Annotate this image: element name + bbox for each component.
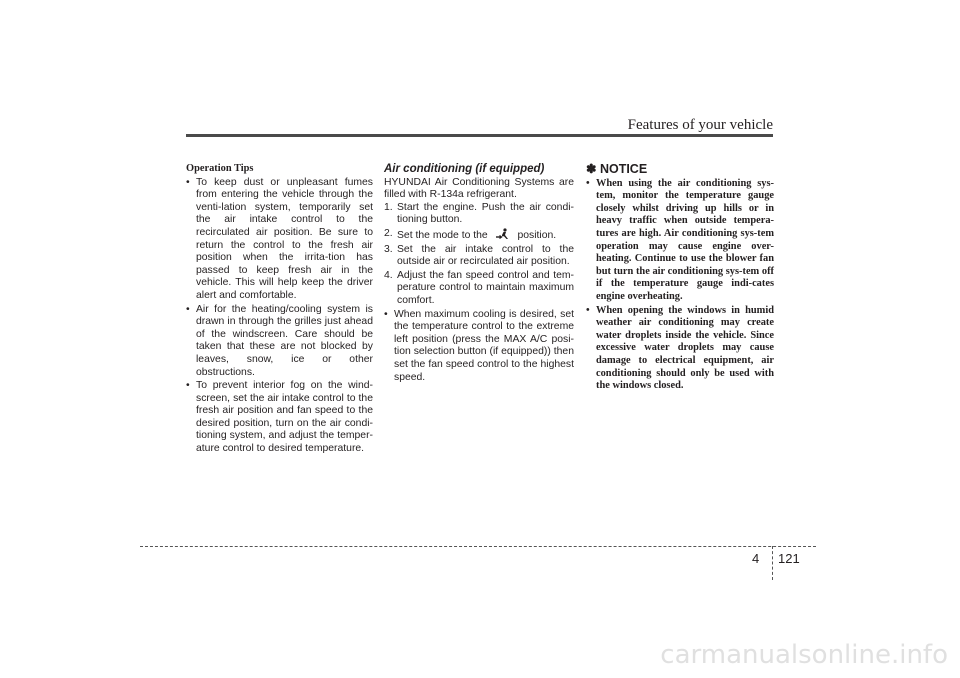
step-text-after-icon: position. <box>517 229 557 241</box>
operation-tip-item: • Air for the heating/cooling system is drawn in through the grilles just ahead of the windscreen. Care should be taken that these are not blocked by leaves, snow, ice or other obstructions. <box>186 304 373 380</box>
air-conditioning-heading: Air conditioning (if equipped) <box>384 163 545 175</box>
step-item <box>384 228 574 243</box>
footer-vertical-tick <box>772 546 773 580</box>
notice-heading: ✽ NOTICE <box>586 162 648 176</box>
header-rule <box>186 134 773 137</box>
floor-vent-mode-icon <box>494 228 512 240</box>
max-cooling-tip: • When maximum cooling is desired, set the temperature control to the extreme left position (press the MAX A/C posi-tion selection button (if equipped)) then set the fan speed control to the highest speed. <box>384 309 574 385</box>
page-header-title: Features of your vehicle <box>627 117 773 133</box>
step-item <box>384 244 574 269</box>
column-air-conditioning <box>384 163 574 385</box>
step-text-before-icon: Set the mode to the <box>397 229 488 241</box>
notice-item: • When using the air conditioning sys-tem, monitor the temperature gauge closely whilst driving up hills or in heavy traffic when outside tempera-tures are high. Air conditioning sys-tem operation may cause engine over-heating. Continue to use the blower fan but turn the air conditioning sys-tem off if the temperature gauge indi-cates engine overheating. <box>586 178 774 304</box>
operation-tip-item: • To keep dust or unpleasant fumes from entering the vehicle through the venti-lation system, temporarily set the air intake control to the recirculated air position. Be sure to return the control to the fresh air position when the irrita-tion has passed to keep fresh air in the vehicle. This will help keep the driver alert and comfortable. <box>186 177 373 303</box>
notice-item: • When opening the windows in humid weather air conditioning may create water droplets inside the vehicle. Since excessive water droplets may cause damage to electrical equipment, air conditioning should only be used with the windows closed. <box>586 305 774 393</box>
operation-tips-heading: Operation Tips <box>186 163 254 174</box>
watermark-text: carmanualsonline.info <box>660 640 948 670</box>
column-notice <box>586 163 774 394</box>
step-number: 2. <box>384 227 393 239</box>
air-conditioning-intro: HYUNDAI Air Conditioning Systems are filled with R-134a refrigerant. <box>384 176 574 201</box>
footer-rule <box>140 546 816 547</box>
air-conditioning-steps <box>384 202 574 308</box>
air-conditioning-bullets <box>384 309 574 385</box>
operation-tips-list <box>186 177 373 456</box>
chapter-number: 4 <box>752 551 760 566</box>
step-number: 1. <box>384 201 393 213</box>
page-number: 121 <box>778 551 800 566</box>
step-number: 3. <box>384 243 393 255</box>
step-item <box>384 202 574 227</box>
step-number: 4. <box>384 269 393 281</box>
step-text: Set the air intake control to the outside air or recirculated air position. <box>397 243 574 268</box>
step-text: Adjust the fan speed control and tem-perature control to maintain maximum comfort. <box>397 269 574 306</box>
operation-tip-item: • To prevent interior fog on the wind-screen, set the air intake control to the fresh air position and fan speed to the desired position, turn on the air condi-tioning system, and adjust the temper-ature control to desired temperature. <box>186 380 373 456</box>
notice-list <box>586 178 774 393</box>
column-operation-tips <box>186 163 373 457</box>
step-item <box>384 270 574 308</box>
step-text: Start the engine. Push the air condi-tioning button. <box>397 201 574 226</box>
